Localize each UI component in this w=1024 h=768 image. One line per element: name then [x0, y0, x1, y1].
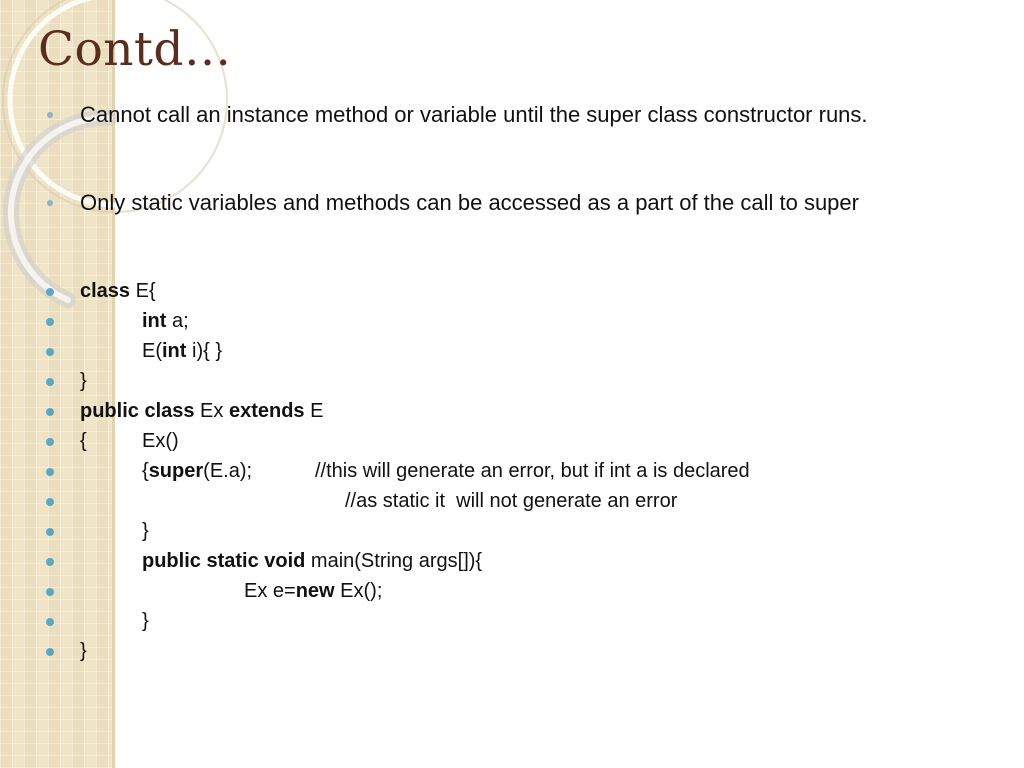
slide-title: Contd… — [38, 22, 232, 77]
code-line-10: public static void main(String args[]){ — [142, 550, 483, 572]
code-line-6a: { — [80, 430, 87, 452]
code-line-5: public class Ex extends E — [80, 400, 324, 422]
bullet-icon — [46, 558, 54, 566]
paragraph-instance-method: Cannot call an instance method or variable until the super class constructor runs. — [80, 102, 868, 127]
bullet-icon — [46, 528, 54, 536]
bullet-icon — [46, 498, 54, 506]
code-line-3: E(int i){ } — [142, 340, 223, 362]
bullet-icon — [46, 438, 54, 446]
bullet-icon — [46, 648, 54, 656]
code-line-6b: Ex() — [142, 430, 179, 452]
bullet-icon — [46, 318, 54, 326]
bullet-icon — [46, 378, 54, 386]
code-line-7: {super(E.a); — [142, 460, 253, 482]
bullet-icon — [46, 618, 54, 626]
bullet-icon — [46, 468, 54, 476]
bullet-icon — [46, 408, 54, 416]
paragraph-static-access: Only static variables and methods can be accessed as a part of the call to super — [80, 190, 859, 215]
code-line-1: class E{ — [80, 280, 156, 302]
bullet-icon — [47, 200, 53, 206]
code-line-2: int a; — [142, 310, 189, 332]
bullet-icon — [46, 348, 54, 356]
code-comment-2: //as static it will not generate an error — [345, 490, 678, 512]
code-line-12: } — [142, 610, 149, 632]
code-line-11: Ex e=new Ex(); — [244, 580, 383, 602]
bullet-icon — [47, 112, 53, 118]
bullet-icon — [46, 288, 54, 296]
code-line-9: } — [142, 520, 149, 542]
code-comment-1: //this will generate an error, but if int a is declared — [315, 460, 750, 482]
code-line-13: } — [80, 640, 87, 662]
bullet-icon — [46, 588, 54, 596]
code-line-4: } — [80, 370, 87, 392]
